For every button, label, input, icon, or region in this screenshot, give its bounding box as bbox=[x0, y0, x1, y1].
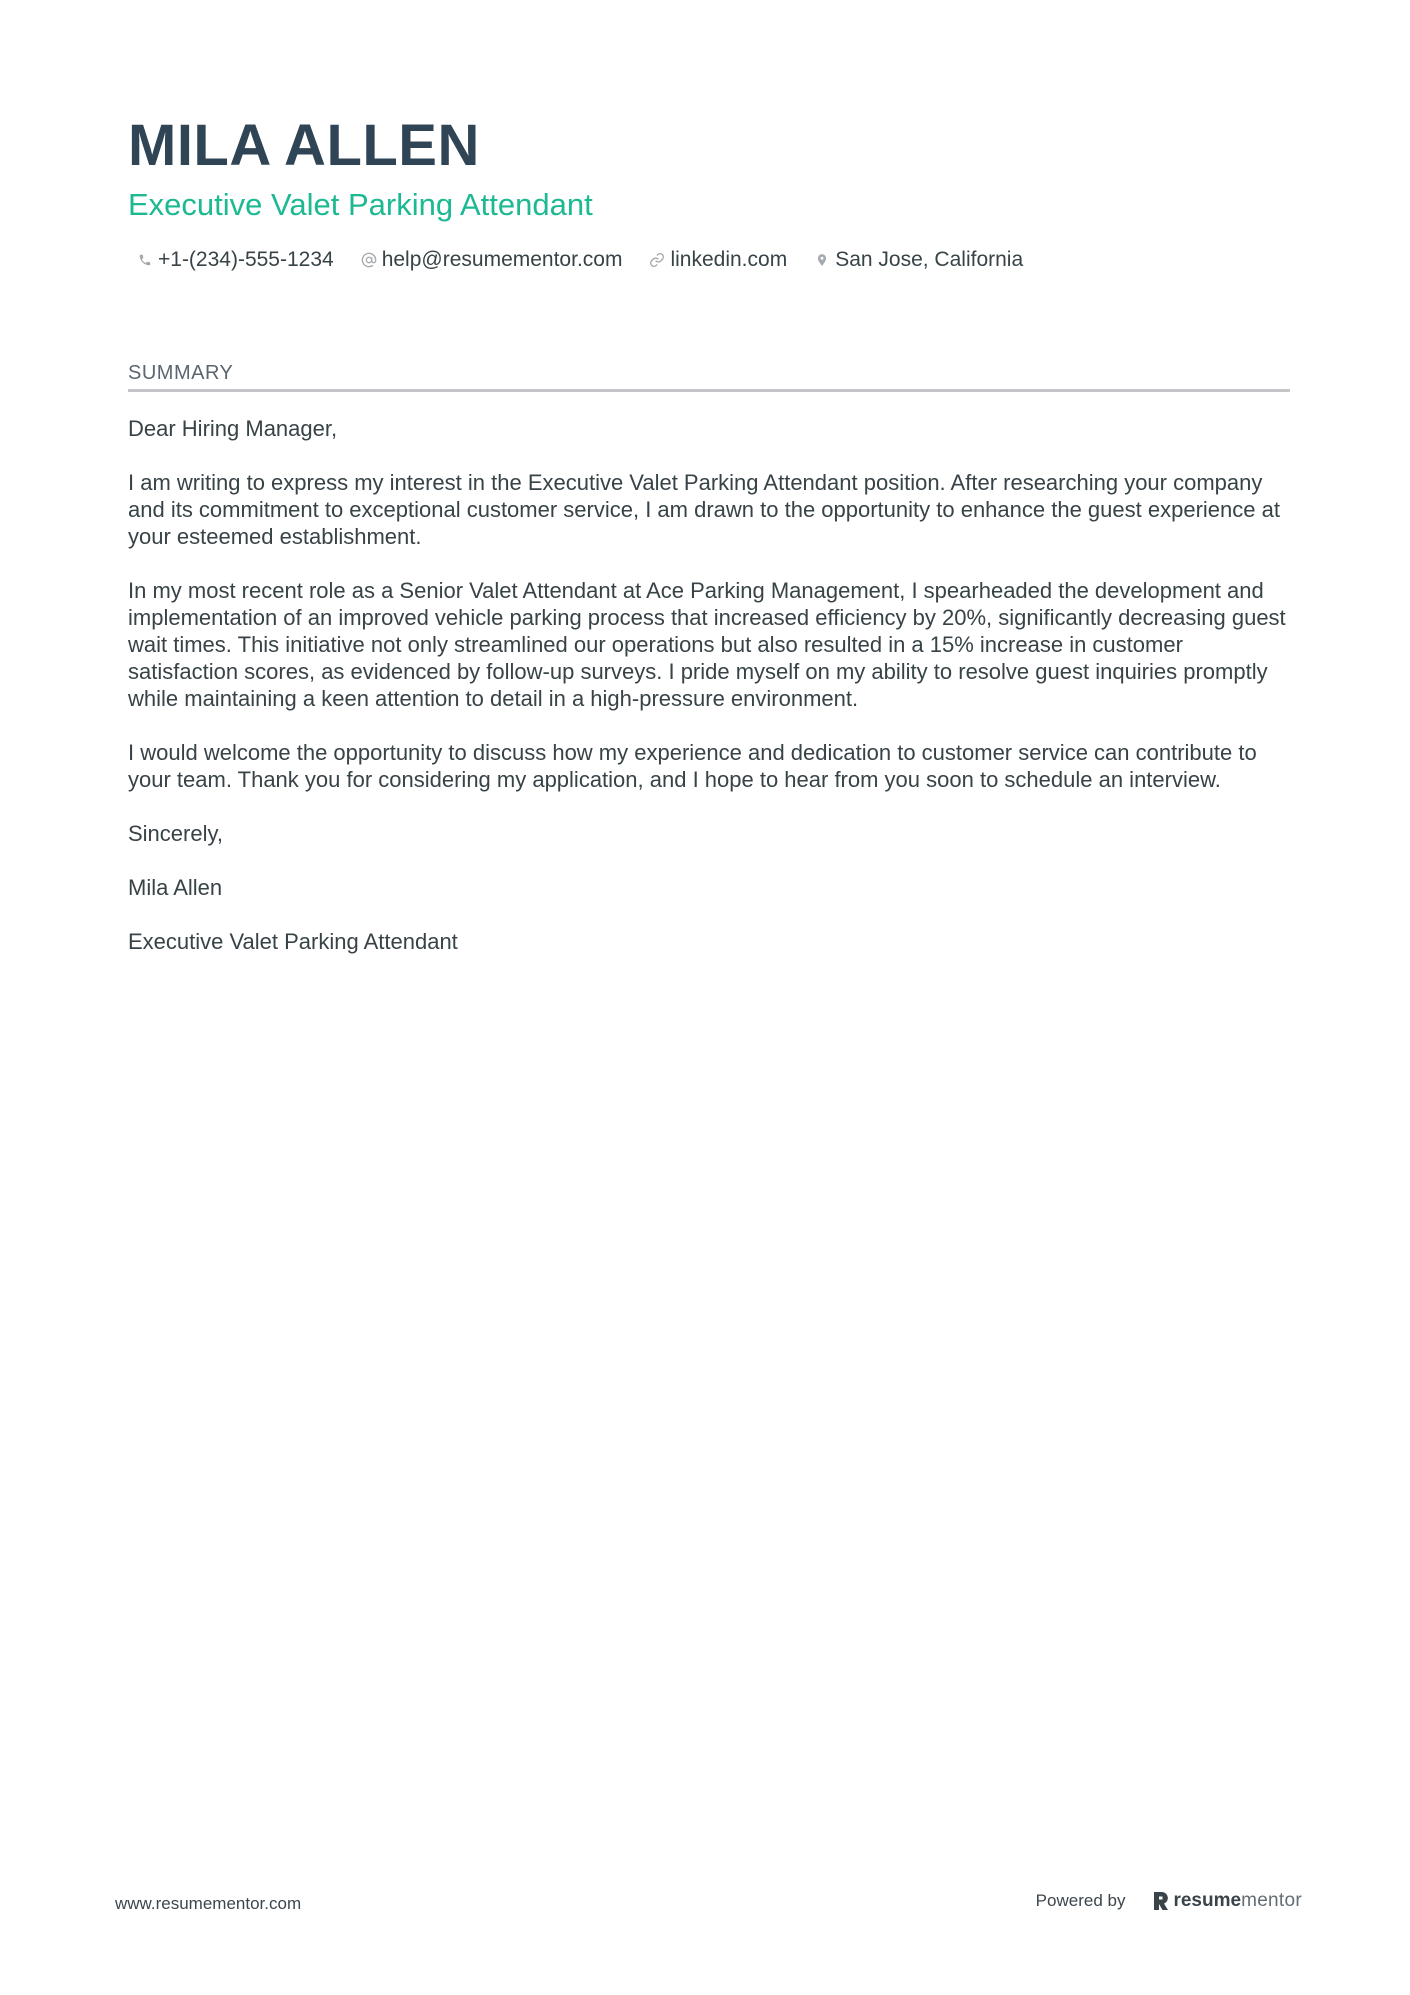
brand-mark-icon bbox=[1153, 1891, 1169, 1911]
brand-logo[interactable] bbox=[1153, 1890, 1302, 1912]
footer-website[interactable]: www.resumementor.com bbox=[115, 1894, 302, 1913]
letter-body bbox=[128, 415, 1290, 982]
footer-branding bbox=[1036, 1890, 1302, 1912]
contact-bar bbox=[136, 246, 1049, 274]
signature-title: Executive Valet Parking Attendant bbox=[128, 929, 458, 954]
applicant-job-title: Executive Valet Parking Attendant bbox=[128, 187, 593, 222]
contact-location-text: San Jose, California bbox=[835, 248, 1024, 271]
contact-phone-text: +1-(234)-555-1234 bbox=[158, 248, 334, 271]
applicant-name: MILA ALLEN bbox=[128, 113, 480, 178]
brand-name-part-1: resume bbox=[1173, 1890, 1242, 1911]
brand-name-part-2: mentor bbox=[1241, 1890, 1302, 1911]
letter-paragraph: In my most recent role as a Senior Valet Attendant at Ace Parking Management, I spearheaded the development and implementation of an improved vehicle parking process that increased efficiency by 20%, significantly decreasing guest wait times. This initiative not only streamlined our operations but also resulted in a 15% increase in customer satisfaction scores, as evidenced by follow-up surveys. I pride myself on my ability to resolve guest inquiries promptly while maintaining a keen attention to detail in a high-pressure environment. bbox=[128, 578, 1286, 711]
contact-email-text[interactable]: help@resumementor.com bbox=[381, 248, 623, 271]
phone-icon bbox=[136, 251, 154, 269]
contact-email[interactable] bbox=[360, 246, 623, 274]
summary-heading: SUMMARY bbox=[128, 360, 1290, 392]
letter-paragraph: I would welcome the opportunity to discuss how my experience and dedication to customer service can contribute to your team. Thank you for considering my application, and I hope to hear from you soon to schedule an interview. bbox=[128, 740, 1257, 792]
signature-name: Mila Allen bbox=[128, 875, 223, 900]
letter-greeting: Dear Hiring Manager, bbox=[128, 416, 338, 441]
contact-location bbox=[813, 246, 1023, 274]
letter-closing: Sincerely, bbox=[128, 821, 223, 846]
contact-website-text[interactable]: linkedin.com bbox=[670, 248, 788, 271]
at-sign-icon bbox=[360, 251, 378, 269]
contact-website[interactable] bbox=[648, 246, 787, 274]
powered-by-label: Powered by bbox=[1035, 1891, 1126, 1910]
location-pin-icon bbox=[813, 251, 831, 269]
link-icon bbox=[648, 251, 666, 269]
letter-paragraph: I am writing to express my interest in the Executive Valet Parking Attendant position. After researching your company and its commitment to exceptional customer service, I am drawn to the opportunity to enhance the guest experience at your esteemed establishment. bbox=[128, 470, 1280, 549]
contact-phone bbox=[136, 246, 334, 274]
